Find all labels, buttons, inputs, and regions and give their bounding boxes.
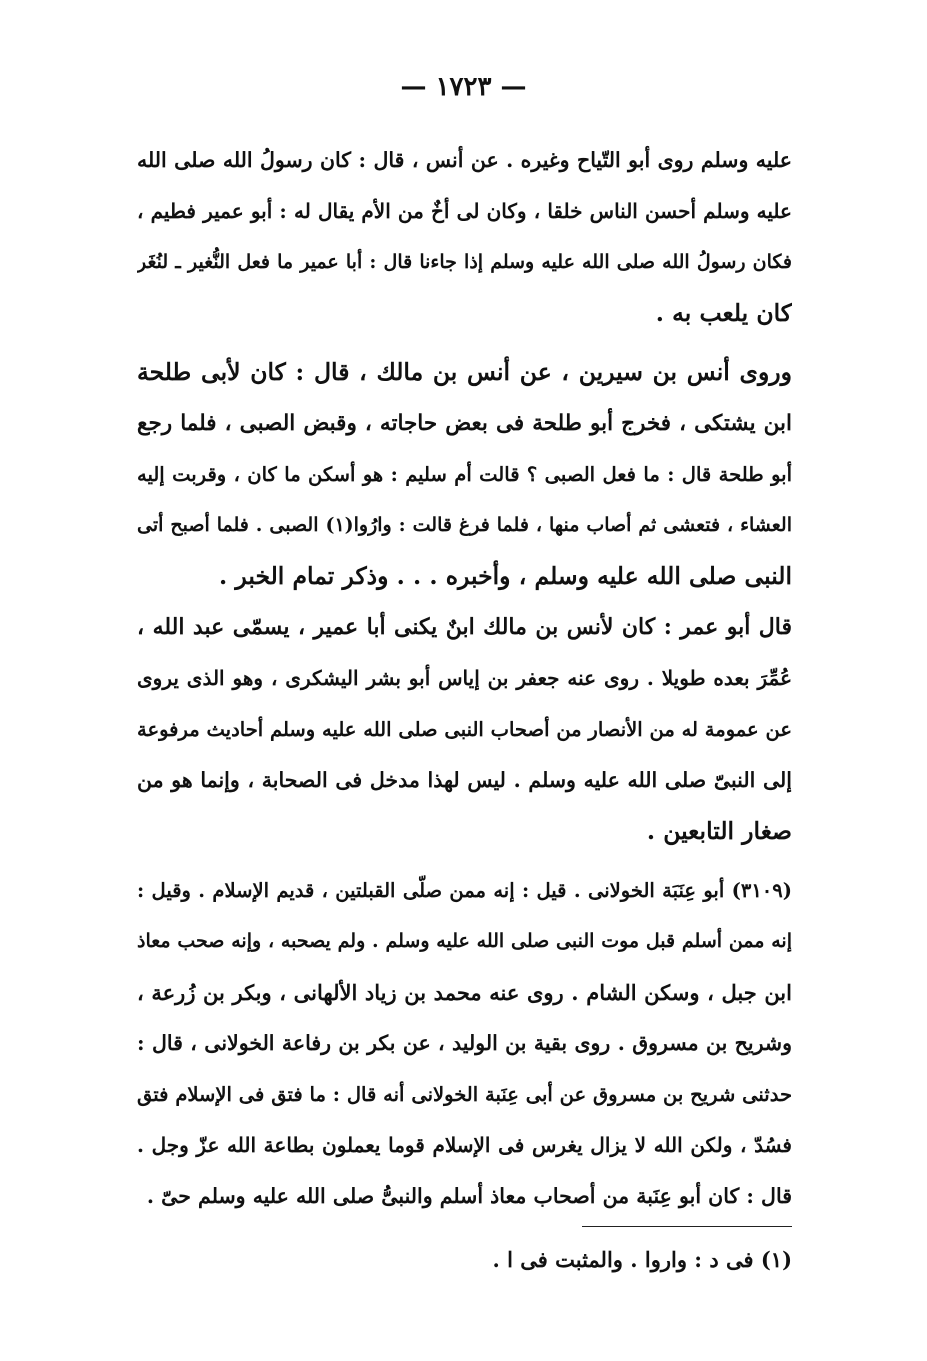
text-line: عن عمومة له من الأنصار من أصحاب النبى صلى الله عليه وسلم أحاديث مرفوعة bbox=[137, 718, 792, 741]
footnote: (١) فى د : واروا . والمثبت فى ا . bbox=[492, 1247, 792, 1272]
text-line: وشريح بن مسروق . روى بقية بن الوليد ، عن بكر بن رفاعة الخولانى ، قال : bbox=[137, 1031, 792, 1055]
page-number: — ١٧٢٣ — bbox=[400, 72, 527, 102]
text-line: (٣١٠٩) أبو عِنَبَة الخولانى . قيل : إنه ممن صلّى القبلتين ، قديم الإسلام . وقيل : bbox=[137, 879, 792, 902]
text-line: قال أبو عمر : كان لأنس بن مالك ابنٌ يكنى أبا عمير ، يسمّى عبد الله ، bbox=[137, 614, 792, 640]
text-line: أبو طلحة قال : ما فعل الصبى ؟ قالت أم سليم : هو أسكن ما كان ، وقربت إليه bbox=[137, 463, 792, 486]
footnote-divider bbox=[582, 1226, 792, 1227]
text-line: قال : كان أبو عِنَبة من أصحاب معاذ أسلم والنبىُّ صلى الله عليه وسلم حىّ . bbox=[146, 1184, 792, 1208]
paragraph bbox=[137, 135, 792, 339]
text-line: عليه وسلم أحسن الناس خلقا ، وكان لى أخٌ من الأم يقال له : أبو عمير فطيم ، bbox=[137, 199, 792, 223]
text-line: ابن جبل ، وسكن الشام . روى عنه محمد بن زياد الألهانى ، وبكر بن زُرعة ، bbox=[137, 980, 792, 1005]
text-line: وروى أنس بن سيرين ، عن أنس بن مالك ، قال : كان لأبى طلحة bbox=[137, 358, 792, 386]
text-line: النبى صلى الله عليه وسلم ، وأخبره . . . وذكر تمام الخبر . bbox=[219, 562, 792, 590]
text-line: العشاء ، فتعشى ثم أصاب منها ، فلما فرغ قالت : وارُوا(١) الصبى . فلما أصبح أتى bbox=[137, 514, 792, 536]
text-line: عليه وسلم روى أبو التّياح وغيره . عن أنس ، قال : كان رسولُ الله صلى الله bbox=[137, 148, 792, 172]
main-text bbox=[137, 135, 792, 1222]
text-line: فكان رسولُ الله صلى الله عليه وسلم إذا جاءنا قال : أبا عمير ما فعل النُّغير ـ لنُغَر bbox=[137, 251, 792, 273]
text-line: حدثنى شريح بن مسروق عن أبى عِنَبة الخولانى أنه قال : ما فتق فى الإسلام فتق bbox=[137, 1083, 792, 1106]
text-line: إنه ممن أسلم قبل موت النبى صلى الله عليه وسلم . ولم يصحبه ، وإنه صحب معاذ bbox=[137, 930, 792, 952]
text-line: فسُدّ ، ولكن الله لا يزال يغرس فى الإسلام قوما يعملون بطاعة الله عزّ وجل . bbox=[137, 1133, 792, 1157]
paragraph bbox=[137, 347, 792, 602]
text-line: كان يلعب به . bbox=[655, 299, 792, 327]
text-line: إلى النبىّ صلى الله عليه وسلم . ليس لهذا مدخل فى الصحابة ، وإنما هو من bbox=[137, 768, 792, 792]
paragraph bbox=[137, 865, 792, 1222]
text-line: عُمِّرَ بعده طويلا . روى عنه جعفر بن إياس أبو بشر اليشكرى ، وهو الذى يروى bbox=[137, 666, 792, 690]
text-line: ابن يشتكى ، فخرج أبو طلحة فى بعض حاجاته ، وقبض الصبى ، فلما رجع bbox=[137, 411, 792, 436]
text-line: صغار التابعين . bbox=[646, 817, 792, 845]
paragraph bbox=[137, 602, 792, 857]
